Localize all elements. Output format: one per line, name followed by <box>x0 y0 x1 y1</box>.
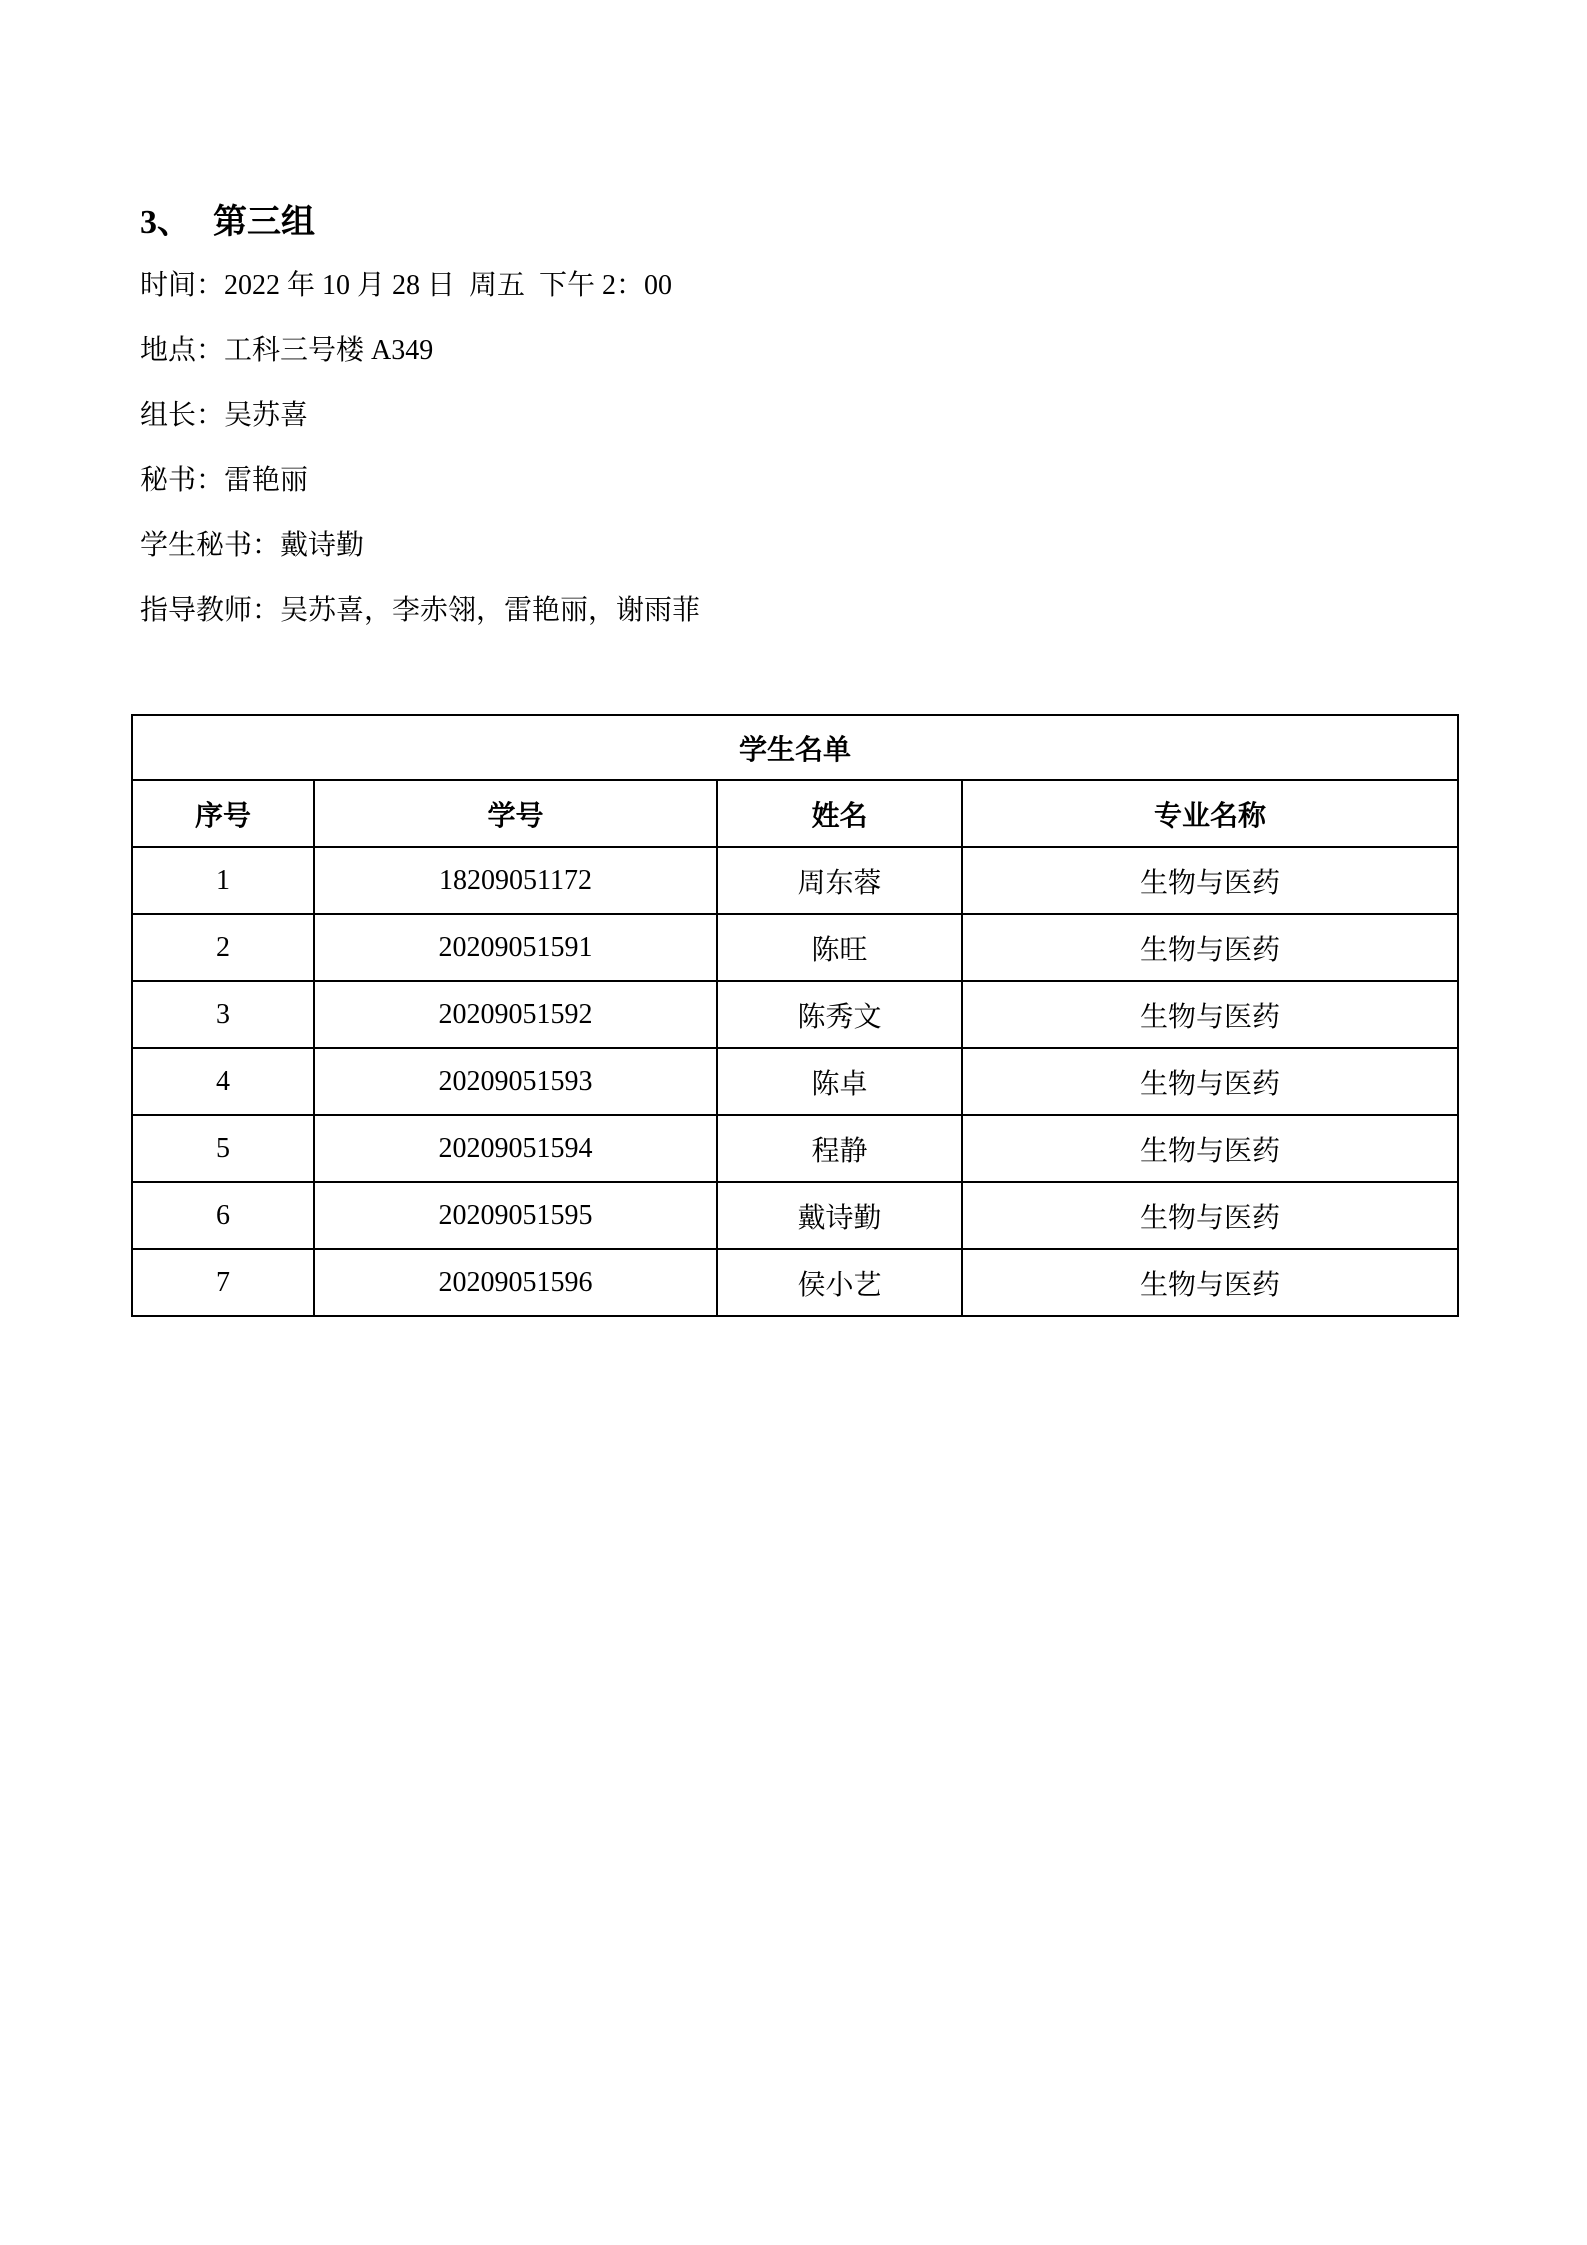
student-table-body <box>132 847 1458 1316</box>
table-row <box>132 1249 1458 1316</box>
table-cell: 生物与医药 <box>962 1048 1458 1115</box>
table-cell: 20209051593 <box>314 1048 717 1115</box>
table-cell: 生物与医药 <box>962 1115 1458 1182</box>
info-line-group-leader: 组长：吴苏喜 <box>140 400 309 431</box>
table-cell: 2 <box>132 914 314 981</box>
heading-number: 3、 <box>140 204 191 241</box>
table-cell: 陈卓 <box>717 1048 962 1115</box>
info-line-advisors: 指导教师：吴苏喜，李赤翎，雷艳丽，谢雨菲 <box>140 595 701 626</box>
table-cell: 侯小艺 <box>717 1249 962 1316</box>
table-row <box>132 1048 1458 1115</box>
table-cell: 3 <box>132 981 314 1048</box>
table-cell: 生物与医药 <box>962 1182 1458 1249</box>
table-title: 学生名单 <box>132 715 1458 780</box>
table-title-row <box>132 715 1458 780</box>
table-row <box>132 981 1458 1048</box>
table-cell: 20209051591 <box>314 914 717 981</box>
column-header-student-id: 学号 <box>314 780 717 847</box>
student-list-table <box>131 714 1459 1317</box>
heading-title: 第三组 <box>213 204 315 241</box>
table-cell: 6 <box>132 1182 314 1249</box>
document-content <box>131 0 1457 1317</box>
table-cell: 20209051595 <box>314 1182 717 1249</box>
table-cell: 生物与医药 <box>962 847 1458 914</box>
table-cell: 1 <box>132 847 314 914</box>
section-heading <box>140 205 1457 241</box>
table-cell: 生物与医药 <box>962 914 1458 981</box>
table-row <box>132 914 1458 981</box>
info-line-secretary: 秘书：雷艳丽 <box>140 465 309 496</box>
column-header-name: 姓名 <box>717 780 962 847</box>
info-line-student-secretary: 学生秘书：戴诗勤 <box>140 530 365 561</box>
table-cell: 20209051596 <box>314 1249 717 1316</box>
table-cell: 20209051592 <box>314 981 717 1048</box>
column-header-index: 序号 <box>132 780 314 847</box>
table-cell: 程静 <box>717 1115 962 1182</box>
table-row <box>132 1182 1458 1249</box>
table-row <box>132 847 1458 914</box>
info-line-location: 地点：工科三号楼 A349 <box>140 335 434 366</box>
table-cell: 20209051594 <box>314 1115 717 1182</box>
table-cell: 陈旺 <box>717 914 962 981</box>
table-cell: 周东蓉 <box>717 847 962 914</box>
table-row <box>132 1115 1458 1182</box>
table-cell: 陈秀文 <box>717 981 962 1048</box>
table-header-row <box>132 780 1458 847</box>
column-header-major: 专业名称 <box>962 780 1458 847</box>
table-cell: 4 <box>132 1048 314 1115</box>
table-cell: 18209051172 <box>314 847 717 914</box>
table-cell: 生物与医药 <box>962 981 1458 1048</box>
info-line-time: 时间：2022 年 10 月 28 日 周五 下午 2：00 <box>140 270 673 301</box>
table-cell: 5 <box>132 1115 314 1182</box>
table-cell: 生物与医药 <box>962 1249 1458 1316</box>
table-cell: 戴诗勤 <box>717 1182 962 1249</box>
table-cell: 7 <box>132 1249 314 1316</box>
